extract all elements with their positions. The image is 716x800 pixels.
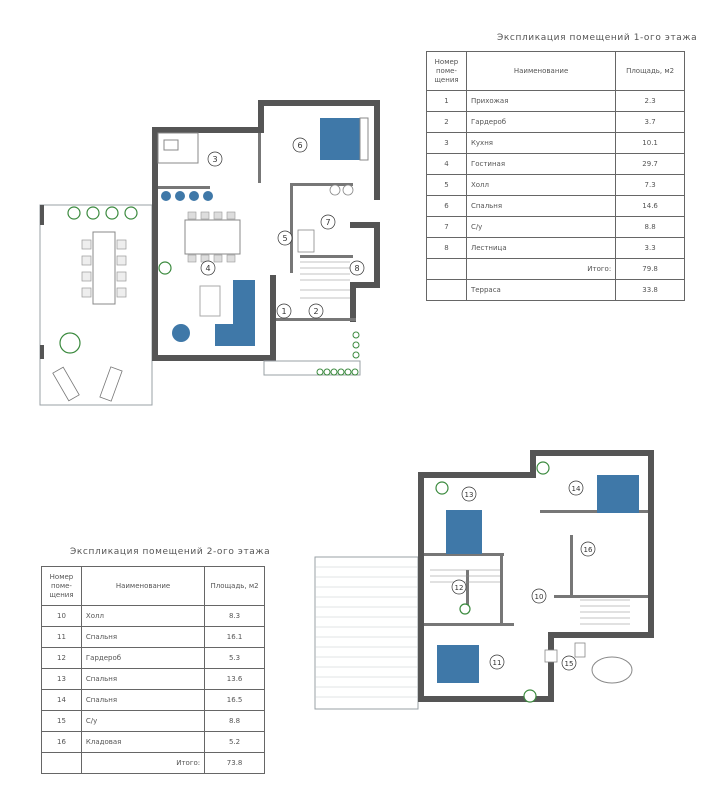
room-number: 14 [42, 690, 82, 711]
table-row [427, 154, 685, 175]
floor2-room-table [41, 566, 265, 774]
room-number: 5 [427, 175, 467, 196]
room-area: 16.1 [205, 627, 265, 648]
room-area: 10.1 [616, 133, 685, 154]
header-name: Наименование [466, 52, 615, 91]
bed-icon [437, 645, 479, 683]
room-label: 13 [464, 491, 474, 499]
room-number: 3 [427, 133, 467, 154]
room-area: 8.8 [205, 711, 265, 732]
table-row [42, 606, 265, 627]
room-name: Спальня [81, 690, 204, 711]
room-name: Спальня [81, 627, 204, 648]
room-number: 8 [427, 238, 467, 259]
room-name: С/у [466, 217, 615, 238]
plant-icon [159, 262, 171, 274]
table-row [42, 669, 265, 690]
room-label: 10 [534, 593, 544, 601]
room-number: 13 [42, 669, 82, 690]
room-area: 2.3 [616, 91, 685, 112]
room-name: Спальня [466, 196, 615, 217]
table-row [427, 175, 685, 196]
table-row [42, 627, 265, 648]
room-name: Холл [81, 606, 204, 627]
room-number: 6 [427, 196, 467, 217]
table-row [427, 196, 685, 217]
room-number: 10 [42, 606, 82, 627]
bathtub-icon [592, 657, 632, 683]
table-row [427, 112, 685, 133]
table-row [427, 133, 685, 154]
room-name: Холл [466, 175, 615, 196]
room-name: Лестница [466, 238, 615, 259]
total-value: 73.8 [205, 753, 265, 774]
room-area: 7.3 [616, 175, 685, 196]
bed-icon [446, 510, 482, 554]
floor2-table-title: Экспликация помещений 2-ого этажа [70, 547, 271, 557]
table-row [42, 648, 265, 669]
armchair-icon [172, 324, 190, 342]
table-row [42, 732, 265, 753]
room-number: 7 [427, 217, 467, 238]
room-name: Прихожая [466, 91, 615, 112]
room-label: 12 [454, 584, 464, 592]
header-area: Площадь, м2 [205, 567, 265, 606]
terrace-row [427, 280, 685, 301]
room-name: Гардероб [81, 648, 204, 669]
sofa-icon [215, 280, 255, 346]
room-name: Кладовая [81, 732, 204, 753]
room-name: С/у [81, 711, 204, 732]
terrace-value: 33.8 [616, 280, 685, 301]
table-header-row [427, 52, 685, 91]
header-number: Номер поме- щения [42, 567, 82, 606]
table-row [427, 238, 685, 259]
room-area: 8.8 [616, 217, 685, 238]
terrace-label: Терраса [466, 280, 615, 301]
total-value: 79.8 [616, 259, 685, 280]
room-number: 16 [42, 732, 82, 753]
stool-icon [161, 191, 213, 201]
room-label: 15 [564, 660, 574, 668]
room-label: 6 [297, 141, 303, 150]
terrace-table [93, 232, 115, 304]
total-label: Итого: [81, 753, 204, 774]
room-name: Кухня [466, 133, 615, 154]
room-area: 14.6 [616, 196, 685, 217]
table-row [42, 711, 265, 732]
room-number: 2 [427, 112, 467, 133]
total-row [427, 259, 685, 280]
room-area: 3.7 [616, 112, 685, 133]
room-name: Спальня [81, 669, 204, 690]
room-name: Гардероб [466, 112, 615, 133]
room-label: 14 [571, 485, 581, 493]
room-label: 8 [354, 264, 360, 273]
room-name: Гостиная [466, 154, 615, 175]
table-row [427, 91, 685, 112]
table-row [427, 217, 685, 238]
floor1-plan [40, 100, 380, 405]
header-area: Площадь, м2 [616, 52, 685, 91]
bed-icon [597, 475, 639, 513]
header-name: Наименование [81, 567, 204, 606]
total-row [42, 753, 265, 774]
room-label: 16 [583, 546, 593, 554]
room-area: 5.2 [205, 732, 265, 753]
dining-table [185, 220, 240, 254]
room-area: 8.3 [205, 606, 265, 627]
room-label: 7 [325, 218, 331, 227]
room-area: 29.7 [616, 154, 685, 175]
bed-icon [320, 118, 364, 160]
floor1-table-title: Экспликация помещений 1-ого этажа [497, 33, 698, 43]
table-header-row [42, 567, 265, 606]
room-number: 12 [42, 648, 82, 669]
table-row [42, 690, 265, 711]
room-label: 5 [282, 234, 288, 243]
room-number: 11 [42, 627, 82, 648]
room-area: 13.6 [205, 669, 265, 690]
header-number: Номер поме- щения [427, 52, 467, 91]
room-area: 3.3 [616, 238, 685, 259]
room-area: 16.5 [205, 690, 265, 711]
room-number: 15 [42, 711, 82, 732]
room-label: 4 [205, 264, 211, 273]
room-area: 5.3 [205, 648, 265, 669]
room-label: 11 [492, 659, 502, 667]
room-number: 1 [427, 91, 467, 112]
room-label: 3 [212, 155, 218, 164]
room-number: 4 [427, 154, 467, 175]
room-label: 1 [281, 307, 287, 316]
floor2-plan [315, 450, 654, 709]
total-label: Итого: [466, 259, 615, 280]
room-label: 2 [313, 307, 319, 316]
floor1-room-table [426, 51, 685, 301]
